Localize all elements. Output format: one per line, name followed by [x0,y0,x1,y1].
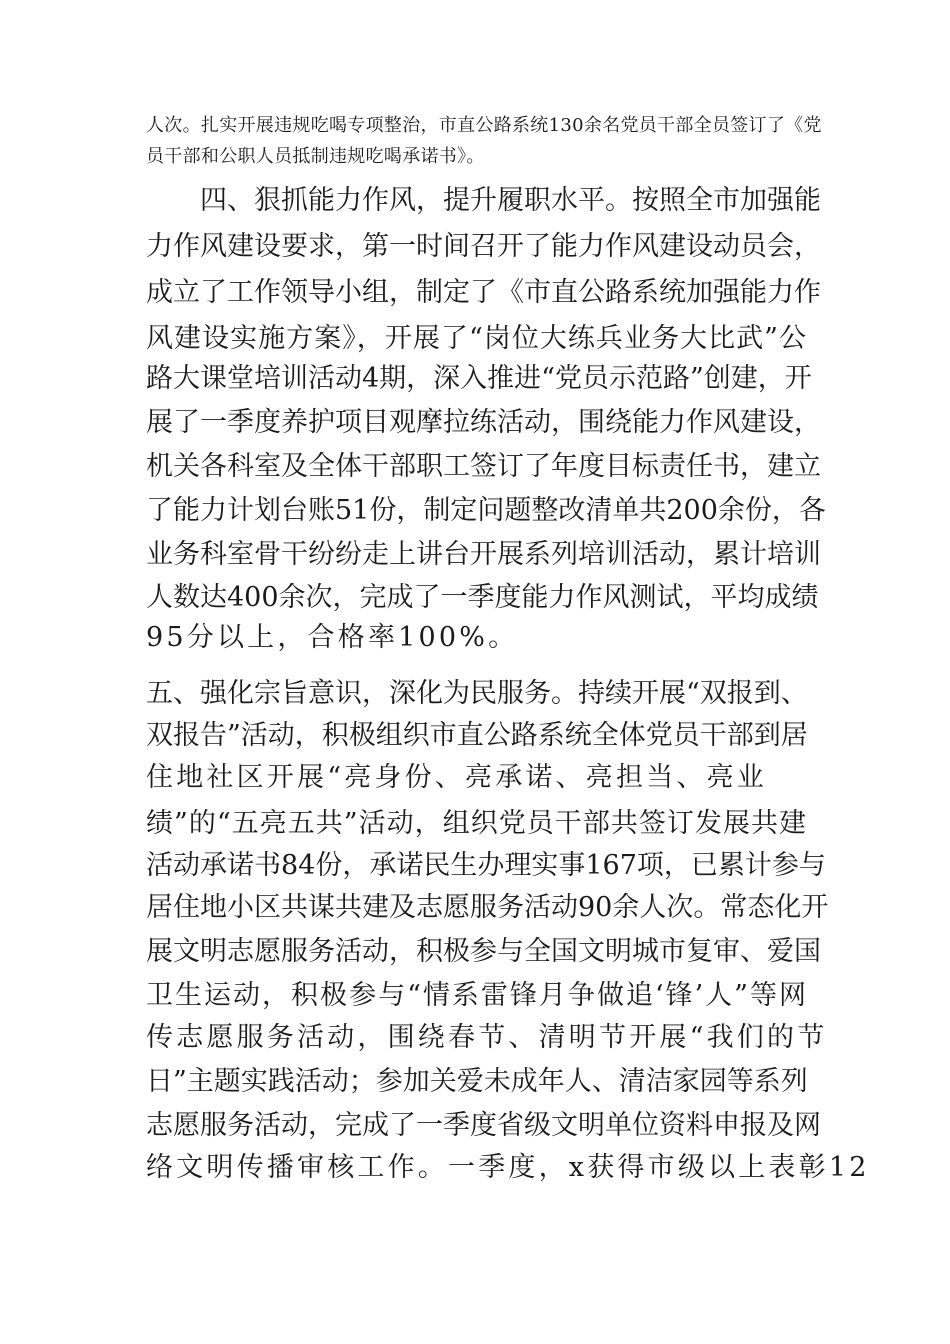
text-line-6: 风建设实施方案》，开展了“岗位大练兵业务大比武”公 [146,323,806,354]
text-line-15: 双报告”活动，积极组织市直公路系统全体党员干部到居 [146,720,808,751]
section-four-heading-line: 四、狠抓能力作风，提升履职水平。按照全市加强能 [200,185,821,216]
text-line-21: 卫生运动，积极参与“情系雷锋月争做追‘锋’人”等网 [146,980,806,1011]
text-line-11: 业务科室骨干纷纷走上讲台开展系列培训活动，累计培训 [146,539,821,570]
text-line-9: 机关各科室及全体干部职工签订了年度目标责任书，建立 [146,451,821,482]
text-line-22: 传志愿服务活动，围绕春节、清明节开展“我们的节 [146,1022,828,1053]
text-line-16: 住地社区开展“亮身份、亮承诺、亮担当、亮业 [146,762,768,793]
text-line-7: 路大课堂培训活动4期，深入推进“党员示范路”创建，开 [146,363,812,394]
text-line-18: 活动承诺书84份，承诺民生办理实事167项，已累计参与 [146,850,826,881]
text-line-5: 成立了工作领导小组，制定了《市直公路系统加强能力作 [146,277,821,308]
text-line-10: 了能力计划台账51份，制定问题整改清单共200余份，各 [146,495,826,526]
text-line-19: 居住地小区共谋共建及志愿服务活动90余人次。常态化开 [146,892,829,923]
text-line-4: 力作风建设要求，第一时间召开了能力作风建设动员会， [146,231,821,262]
text-line-2: 员干部和公职人员抵制违规吃喝承诺书》。 [146,146,485,167]
text-line-12: 人数达400余次，完成了一季度能力作风测试，平均成绩 [146,582,819,613]
text-line-25: 络文明传播审核工作。一季度，x获得市级以上表彰12 [146,1152,870,1183]
text-line-23: 日”主题实践活动；参加关爱未成年人、清洁家园等系列 [146,1066,808,1097]
text-line-1: 人次。扎实开展违规吃喝专项整治，市直公路系统130余名党员干部全员签订了《党 [146,115,822,136]
text-line-20: 展文明志愿服务活动，积极参与全国文明城市复审、爱国 [146,936,821,967]
text-line-8: 展了一季度养护项目观摩拉练活动，围绕能力作风建设， [146,407,821,438]
text-line-17: 绩”的“五亮五共”活动，组织党员干部共签订发展共建 [146,808,806,839]
section-five-heading-line: 五、强化宗旨意识，深化为民服务。持续开展“双报到、 [146,678,808,709]
text-line-24: 志愿服务活动，完成了一季度省级文明单位资料申报及网 [146,1110,821,1141]
text-line-13: 95分以上，合格率100%。 [146,622,519,653]
